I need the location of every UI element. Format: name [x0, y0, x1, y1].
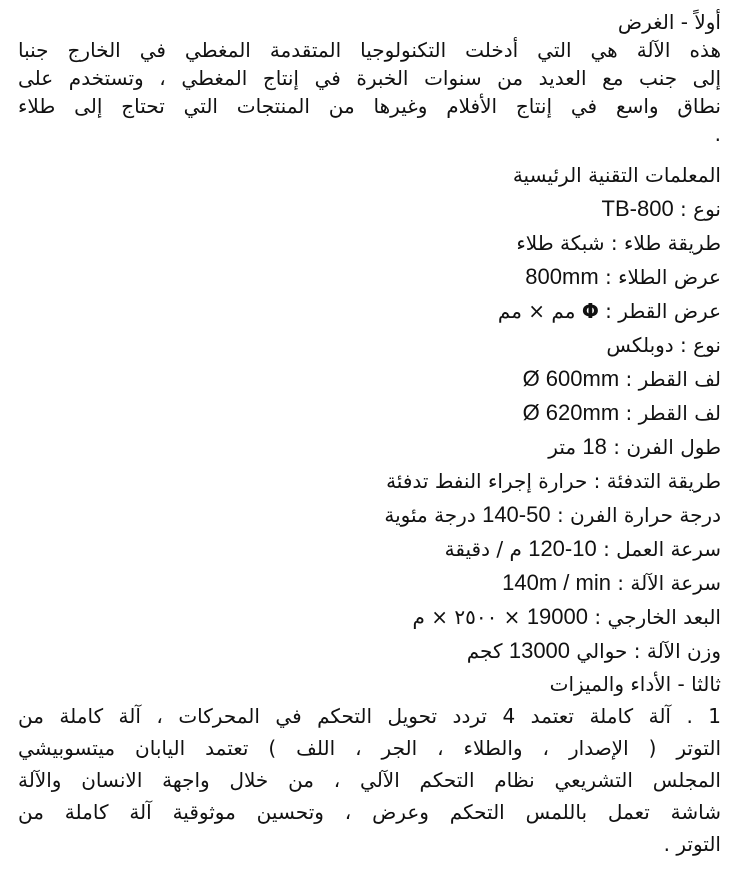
param-diameter-width [18, 294, 721, 328]
paragraph-line: نطاق واسع في إنتاج الأفلام وغيرها من المنتجات التي تحتاج إلى طلاء [18, 94, 721, 118]
param-unit: كجم [466, 639, 509, 663]
paragraph-line: 1 . آلة كاملة تعتمد 4 تردد تحويل التحكم في المحركات ، آلة كاملة من [18, 704, 722, 728]
section-technical-parameters [18, 158, 721, 668]
param-oven-length [18, 430, 721, 464]
param-label: لف القطر : [619, 367, 721, 391]
param-external-dimensions [18, 600, 721, 634]
param-type [18, 192, 721, 226]
section-heading-purpose: أولاً - الغرض [617, 10, 721, 34]
param-value: 18 [582, 434, 607, 459]
param-roll-diameter-1 [18, 362, 721, 396]
param-label: سرعة العمل : [596, 537, 721, 561]
param-label: وزن الآلة : حوالي [570, 639, 721, 663]
param-label: نوع : [673, 197, 721, 221]
paragraph-line: هذه الآلة هي التي أدخلت التكنولوجيا المتقدمة المغطي في الخارج جنبا [18, 38, 721, 62]
phi-symbol: Φ [581, 299, 599, 323]
param-value: مم × مم [497, 299, 582, 323]
section-heading-features: ثالثا - الأداء والميزات [549, 672, 721, 696]
paragraph-line: التوتر . [663, 832, 721, 856]
param-label: عرض القطر : [598, 299, 721, 323]
section-purpose [18, 8, 721, 148]
param-value: Ø 600mm [522, 366, 620, 391]
param-machine-weight [18, 634, 721, 668]
param-working-speed [18, 532, 721, 566]
param-roll-diameter-2 [18, 396, 721, 430]
param-value: 19000 [526, 604, 588, 629]
param-unit: م / دقيقة [444, 537, 529, 561]
param-value: 140-50 [482, 502, 551, 527]
param-label: درجة حرارة الفرن : [550, 503, 721, 527]
param-value: 13000 [508, 638, 571, 663]
section-performance-features [18, 668, 721, 860]
param-heating-method: طريقة التدفئة : حرارة إجراء النفط تدفئة [386, 469, 721, 493]
paragraph-line: التوتر ( الإصدار ، والطلاء ، الجر ، اللف ) تعتمد اليابان ميتسوبيشي [18, 736, 721, 760]
param-label: سرعة الآلة : [610, 571, 721, 595]
param-value: TB-800 [601, 196, 674, 221]
paragraph-line: . [714, 122, 721, 146]
param-coating-method: طريقة طلاء : شبكة طلاء [516, 231, 721, 255]
param-unit: متر [548, 435, 583, 459]
param-unit: درجة مئوية [384, 503, 483, 527]
param-label: طول الفرن : [606, 435, 721, 459]
param-value: 800mm [525, 264, 599, 289]
param-value: 120-10 [528, 536, 597, 561]
param-coating-width [18, 260, 721, 294]
param-oven-temperature [18, 498, 721, 532]
param-value: 140m / min [502, 570, 611, 595]
param-label: لف القطر : [619, 401, 721, 425]
param-machine-speed [18, 566, 721, 600]
param-value: Ø 620mm [522, 400, 620, 425]
section-heading-parameters: المعلمات التقنية الرئيسية [512, 163, 721, 187]
param-label: البعد الخارجي : [588, 605, 721, 629]
paragraph-line: إلى جنب مع العديد من سنوات الخبرة في إنتاج المغطي ، وتستخدم على [18, 66, 721, 90]
paragraph-line: المجلس التشريعي نظام التحكم الآلي ، من خلال واجهة الانسان والآلة [18, 768, 721, 792]
paragraph-line: شاشة تعمل باللمس التحكم وعرض ، وتحسين موثوقية آلة كاملة من [18, 800, 721, 824]
param-label: عرض الطلاء : [598, 265, 721, 289]
param-type-duplex: نوع : دوبلكس [606, 333, 721, 357]
param-unit: × ٢٥٠٠ × م [412, 605, 527, 629]
